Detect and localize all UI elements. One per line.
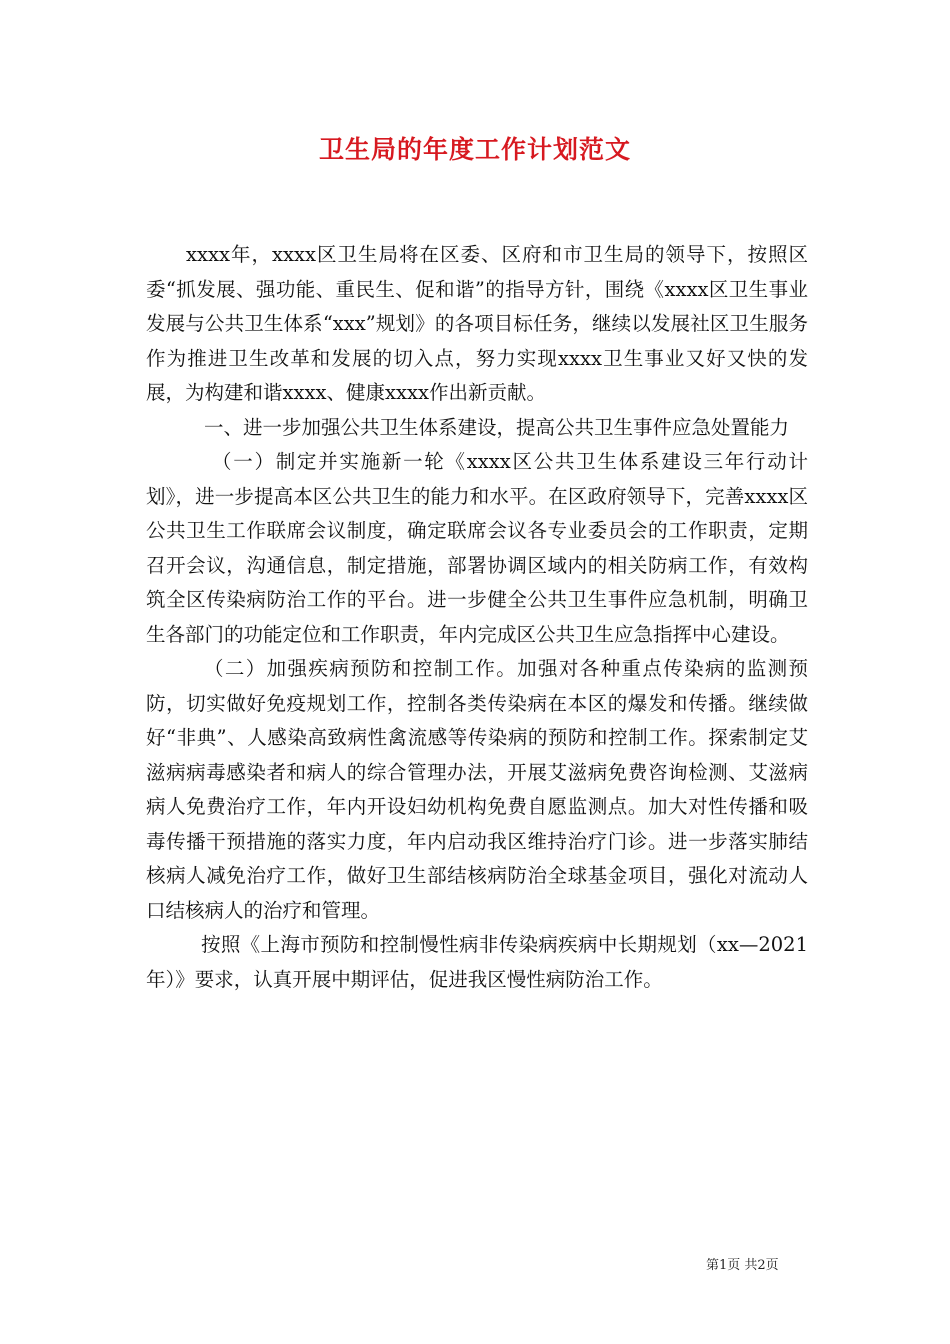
- section-heading-1: 一、进一步加强公共卫生体系建设，提高公共卫生事件应急处置能力: [204, 415, 790, 439]
- paragraph-intro: xxxx年，xxxx区卫生局将在区委、区府和市卫生局的领导下，按照区委“抓发展、强功能、重民生、促和谐”的指导方针，围绕《xxxx区卫生事业发展与公共卫生体系“xxx”规划》的各项目标任务，继续以发展社区卫生服务作为推进卫生改革和发展的切入点，努力实现xxxx卫生事业又好又快的发展，为构建和谐xxxx、健康xxxx作出新贡献。: [146, 243, 808, 404]
- paragraph-section-1-2: （二）加强疾病预防和控制工作。加强对各种重点传染病的监测预防，切实做好免疫规划工作，控制各类传染病在本区的爆发和传播。继续做好“非典”、人感染高致病性禽流感等传染病的预防和控制工作。探索制定艾滋病病毒感染者和病人的综合管理办法，开展艾滋病免费咨询检测、艾滋病病人免费治疗工作，年内开设妇幼机构免费自愿监测点。加大对性传播和吸毒传播干预措施的落实力度，年内启动我区维持治疗门诊。进一步落实肺结核病人减免治疗工作，做好卫生部结核病防治全球基金项目，强化对流动人口结核病人的治疗和管理。: [146, 657, 808, 922]
- document-title: 卫生局的年度工作计划范文: [318, 135, 631, 164]
- paragraph-chronic-disease: 按照《上海市预防和控制慢性病非传染病疾病中长期规划（xx—2021年）》要求，认真开展中期评估，促进我区慢性病防治工作。: [146, 933, 808, 991]
- document-body: [146, 238, 808, 997]
- page-number: 第1页 共2页: [706, 1258, 779, 1273]
- paragraph-section-1-1: （一）制定并实施新一轮《xxxx区公共卫生体系建设三年行动计划》，进一步提高本区公共卫生的能力和水平。在区政府领导下，完善xxxx区公共卫生工作联席会议制度，确定联席会议各专业委员会的工作职责，定期召开会议，沟通信息，制定措施，部署协调区域内的相关防病工作，有效构筑全区传染病防治工作的平台。进一步健全公共卫生事件应急机制，明确卫生各部门的功能定位和工作职责，年内完成区公共卫生应急指挥中心建设。: [146, 450, 808, 646]
